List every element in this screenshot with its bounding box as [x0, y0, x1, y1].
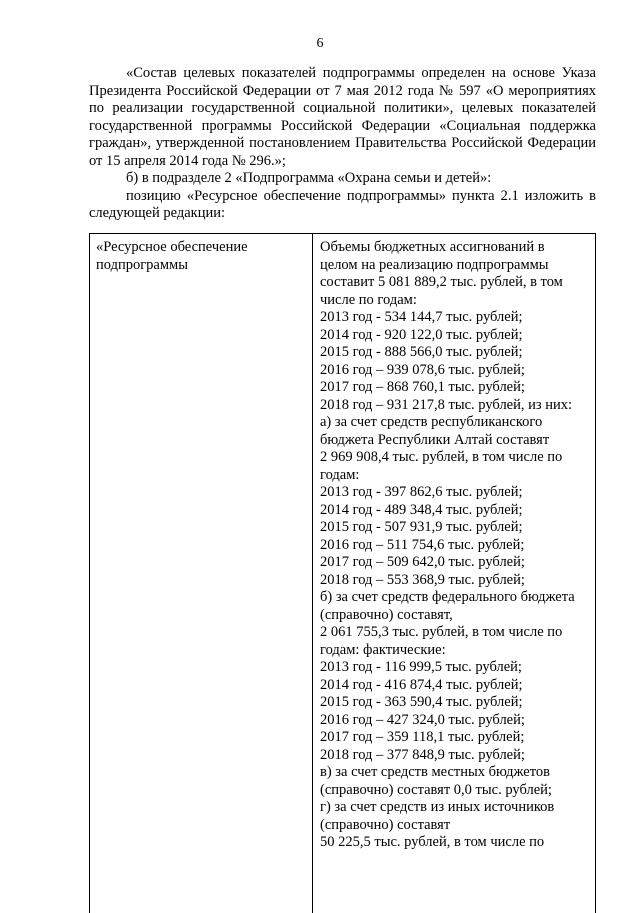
table-line: 2 061 755,3 тыс. рублей, в том числе по — [320, 624, 563, 640]
table-line: 2014 год - 920 122,0 тыс. рублей; — [320, 326, 523, 343]
intro-text — [89, 65, 596, 223]
table-line: 2017 год – 359 118,1 тыс. рублей; — [320, 729, 525, 745]
table-line: 2016 год – 427 324,0 тыс. рублей; — [320, 711, 525, 728]
table-line: (справочно) составят — [320, 816, 451, 833]
table-line: 2015 год - 507 931,9 тыс. рублей; — [320, 519, 523, 535]
table-line: 2014 год - 416 874,4 тыс. рублей; — [320, 676, 523, 693]
table-line: составит 5 081 889,2 тыс. рублей, в том — [320, 274, 563, 290]
table-cell-right — [320, 239, 592, 852]
table-line: годам: — [320, 466, 360, 483]
resource-table — [89, 233, 596, 913]
table-line: (справочно) составят 0,0 тыс. рублей; — [320, 781, 552, 798]
table-line: 2015 год - 888 566,0 тыс. рублей; — [320, 344, 523, 360]
table-line: 50 225,5 тыс. рублей, в том числе по — [320, 834, 545, 850]
page-number: 6 — [316, 36, 324, 51]
table-line: 2018 год – 931 217,8 тыс. рублей, из них: — [320, 396, 573, 413]
table-cell-left: «Ресурсное обеспечение подпрограммы — [96, 239, 248, 273]
paragraph-position: позицию «Ресурсное обеспечение подпрограммы» пункта 2.1 изложить в следующей редакции: — [89, 187, 596, 221]
table-line: 2018 год – 377 848,9 тыс. рублей; — [320, 746, 525, 763]
paragraph-composition: «Состав целевых показателей подпрограммы определен на основе Указа Президента Российской Федерации от 7 мая 2012 года № 597 «О мероприятиях по реализации государственной социальной политики», целевых показателей государственной программы Российской Федерации «Социальная поддержка граждан», утвержденной постановлением Правительства Российской Федерации от 15 апреля 2014 года № 296.»; — [89, 65, 596, 169]
table-line: 2018 год – 553 368,9 тыс. рублей; — [320, 571, 525, 588]
table-line: (справочно) составят, — [320, 606, 453, 623]
table-line: 2016 год – 511 754,6 тыс. рублей; — [320, 536, 525, 553]
table-line: б) за счет средств федерального бюджета — [320, 589, 575, 605]
table-line: бюджета Республики Алтай составят — [320, 431, 550, 448]
table-line: в) за счет средств местных бюджетов — [320, 764, 550, 780]
table-column-divider — [312, 234, 313, 913]
table-line: г) за счет средств из иных источников — [320, 799, 555, 815]
table-line: Объемы бюджетных ассигнований в — [320, 239, 545, 255]
table-line: 2013 год - 116 999,5 тыс. рублей; — [320, 659, 522, 675]
table-line: 2017 год – 509 642,0 тыс. рублей; — [320, 554, 525, 570]
table-line: 2015 год - 363 590,4 тыс. рублей; — [320, 694, 523, 710]
table-line: 2017 год – 868 760,1 тыс. рублей; — [320, 379, 525, 395]
paragraph-subsection: б) в подразделе 2 «Подпрограмма «Охрана семьи и детей»: — [126, 170, 492, 186]
table-line: 2014 год - 489 348,4 тыс. рублей; — [320, 501, 523, 518]
table-line: числе по годам: — [320, 291, 417, 308]
table-line: 2013 год - 397 862,6 тыс. рублей; — [320, 484, 523, 500]
table-line: целом на реализацию подпрограммы — [320, 256, 549, 273]
table-line: 2016 год – 939 078,6 тыс. рублей; — [320, 361, 525, 378]
table-line: годам: фактические: — [320, 641, 446, 658]
table-line: а) за счет средств республиканского — [320, 414, 543, 430]
table-line: 2013 год - 534 144,7 тыс. рублей; — [320, 309, 523, 325]
table-line: 2 969 908,4 тыс. рублей, в том числе по — [320, 449, 563, 465]
